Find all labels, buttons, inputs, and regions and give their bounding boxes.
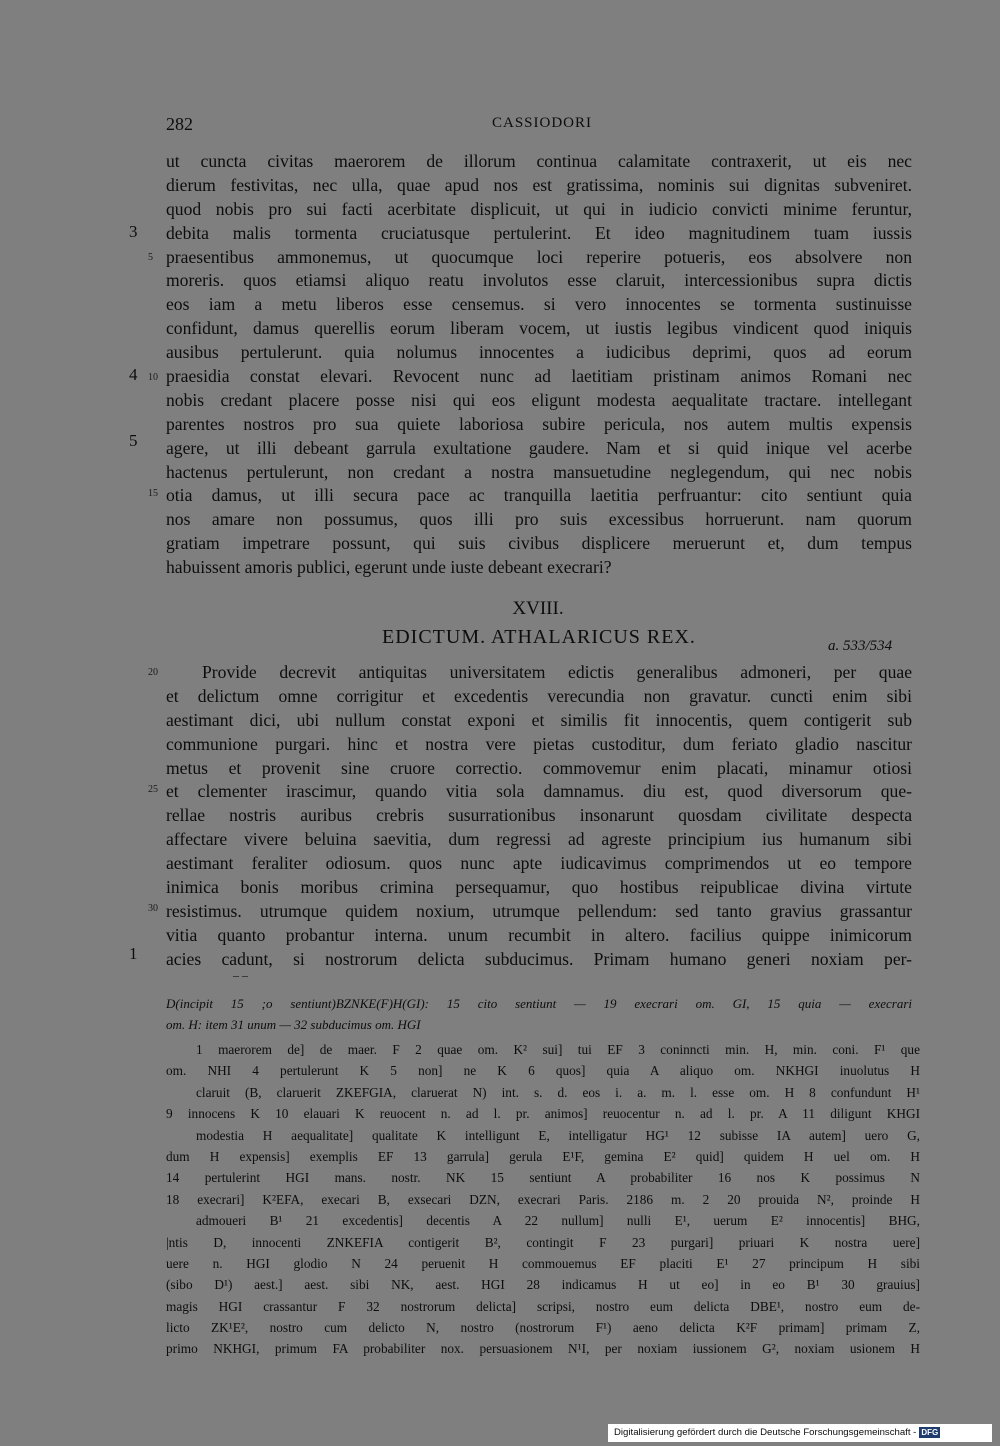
text-line: habuissent amoris publici, egerunt unde iuste debeant execrari? [166,557,612,578]
note-line: om. H: item 31 unum — 32 subducimus om. HGI [166,1017,421,1032]
line-number: 30 [148,903,158,914]
text-line: hactenus pertulerunt, non credant a nostra mansuetudine neglegendum, qui nec nobis [166,461,912,482]
text-line: et clementer irascimur, quando vitia sola damnamus. diu est, quod diversorum que- [166,781,912,802]
dfg-logo: DFG [921,1427,939,1437]
text-line: nos amare non possumus, quos illi pro suis excessibus horruerunt. nam quorum [166,509,912,530]
text-line: Provide decrevit antiquitas universitatem edictis generalibus admoneri, per quae [202,662,912,682]
page-number: 282 [166,114,193,134]
text-line: debita malis tormenta cruciatusque pertulerint. Et ideo magnitudinem tuam iussis [166,222,912,243]
apparatus-line: licto ZK¹E², nostro cum delicto N, nostro (nostrorum F¹) aeno delicta K²F primam] primam Z, [166,1320,920,1336]
line-number: 15 [148,488,158,499]
line-number: 10 [148,372,158,383]
apparatus-line: claruit (B, claruerit ZKEFGIA, claruerat N) int. s. d. eos i. a. m. l. esse om. H 8 confundunt H¹ [196,1084,920,1100]
text-line: resistimus. utrumque quidem noxium, utrumque pellendum: sed tanto gravius grassantur [166,900,912,921]
text-line: praesentibus ammonemus, ut quocumque loci reperire potueris, eos absolvere non [166,246,912,267]
main-text-block [166,150,912,580]
manuscript-note [166,993,912,1035]
text-line: affectare vivere beluina saevitia, dum regressi ad agreste principium ius humanum sibi [166,829,912,850]
text-line: quod nobis pro sui facti acerbitate displicuit, ut qui in iudicio convicti minime feruntur, [166,198,912,219]
apparatus-line: 14 pertulerint HGI mans. nostr. NK 15 sentiunt A probabiliter 16 nos K possimus N [166,1170,920,1186]
text-line: ausibus pertulerunt. quia nolumus innocentes a iudicibus deprimi, quos ad eorum [166,342,912,363]
text-line: otia damus, ut illi secura pace ac tranquilla laetitia perfruantur: cito sentiunt quia [166,485,912,506]
text-line: rellae nostris auribus crebris susurrationibus insonarunt quosdam civilitate despecta [166,805,912,826]
text-line: metus et provenit sine cruore correctio. commovemur enim placati, minamur otiosi [166,757,912,778]
apparatus-line: primo NKHGI, primum FA probabiliter nox. persuasionem N¹I, per noxiam iussionem G², noxiam usionem H [166,1341,920,1357]
apparatus-line: om. NHI 4 pertulerunt K 5 non] ne K 6 quos] quia A aliquo om. NKHGI inuolutus H [166,1063,920,1079]
section-number: 5 [129,431,138,450]
line-number: 20 [148,667,158,678]
text-line: aestimant dici, ubi nullum constat exponi et similis fit innocentis, quem contigerit sub [166,709,912,730]
text-line: eos iam a metu liberos esse censemus. si vero innocentes se tormenta sustinuisse [166,294,912,315]
critical-apparatus [166,1039,920,1360]
text-line: acies cadunt, si nostrorum delicta subducimus. Primam humano generi noxiam per- [166,948,912,969]
text-line: nobis credant placere posse nisi qui eos eligunt modesta aequalitate tractare. intellegant [166,389,912,410]
apparatus-line: |ntis D, innocenti ZNKEFIA contigerit B², contingit F 23 purgari] priuari K nostra uere] [166,1234,920,1250]
credit-text: Digitalisierung gefördert durch die Deutsche Forschungsgemeinschaft - [614,1427,917,1438]
text-line: agere, ut illi debeant garrula exultatione gaudere. Nam et si quid inique vel acerbe [166,437,912,458]
text-line: vitia quanto probantur interna. unum recumbit in altero. facilius quippe inimicorum [166,924,912,945]
digitization-credit [608,1424,992,1442]
apparatus-line: modestia H aequalitate] qualitate K intelligunt E, intelligatur HG¹ 12 subisse IA autem] uero G, [196,1127,920,1143]
line-number: 5 [148,252,153,263]
apparatus-line: 9 innocens K 10 elauari K reuocent n. ad l. pr. animos] reuocentur n. ad l. pr. A 11 diligunt KHGI [166,1106,920,1122]
running-head: CASSIODORI [492,115,593,131]
section-number: 1 [129,944,138,963]
apparatus-line: magis HGI crassantur F 32 nostrorum delicta] scripsi, nostro eum delicta DBE¹, nostro eum de- [166,1298,920,1314]
text-line: inimica bonis moribus crimina persequamur, quo hostibus reipublicae divina virtute [166,877,912,898]
text-line: gratiam impetrare possunt, qui suis civibus displicere meruerunt et, dum tempus [166,533,912,554]
apparatus-line: (sibo D¹) aest.] aest. sibi NK, aest. HGI 28 indicamus H ut eo] in eo B¹ 30 grauius] [166,1277,920,1293]
text-line: ut cuncta civitas maerorem de illorum continua calamitate contraxerit, ut eis nec [166,151,912,171]
section-date: a. 533/534 [828,638,893,654]
apparatus-line: 1 maerorem de] de maer. F 2 quae om. K² sui] tui EF 3 coninncti min. H, min. coni. F¹ que [196,1042,920,1057]
apparatus-line: 18 execrari] K²EFA, execari B, exsecari DZN, execrari Paris. 2186 m. 2 20 prouida N², proinde H [166,1191,920,1207]
section-number-heading: XVIII. [512,598,564,619]
text-line: parentes nostros pro sua quiete laboriosa subire pericula, nos autem multis expensis [166,413,912,434]
text-line: et delictum omne corrigitur et excedentis verecundia non gravatur. cuncti enim sibi [166,685,912,706]
separator: – – [233,968,248,982]
section-number: 3 [129,222,138,241]
text-line: praesidia constat elevari. Revocent nunc ad laetitiam pristinam animos Romani nec [166,366,912,387]
text-line: communione purgari. hinc et nostra vere pietas custoditur, dum feriato gladio nascitur [166,733,912,754]
line-number: 25 [148,784,158,795]
apparatus-line: uere n. HGI glodio N 24 peruenit H commouemus EF placiti E¹ 27 principum H sibi [166,1255,920,1271]
text-line: moreris. quos etiamsi aliquo reatu involutos esse claruit, intercessionibus supra dictis [166,270,912,291]
section-number: 4 [129,365,138,384]
edict-text-block [166,661,912,972]
text-line: aestimant feraliter odiosum. quos nunc apte iudicavimus comprimendos ut eo tempore [166,853,912,874]
text-line: dierum festivitas, nec ulla, quae apud nos est gratissima, nominis sui dignitas subveniret. [166,174,912,195]
text-line: confidunt, damus querellis eorum liberam vocem, ut iustis legibus vindicent quod iniquis [166,318,912,339]
apparatus-line: admoueri B¹ 21 excedentis] decentis A 22 nullum] nulli E¹, uerum E² innocentis] BHG, [196,1213,920,1229]
section-title: EDICTUM. ATHALARICUS REX. [382,626,696,648]
note-line: D(incipit 15 ;o sentiunt)BZNKE(F)H(GI): 15 cito sentiunt — 19 execrari om. GI, 15 quia — execrari [166,996,912,1011]
apparatus-line: dum H expensis] exemplis EF 13 garrula] gerula E¹F, gemina E² quid] quidem H uel om. H [166,1148,920,1164]
